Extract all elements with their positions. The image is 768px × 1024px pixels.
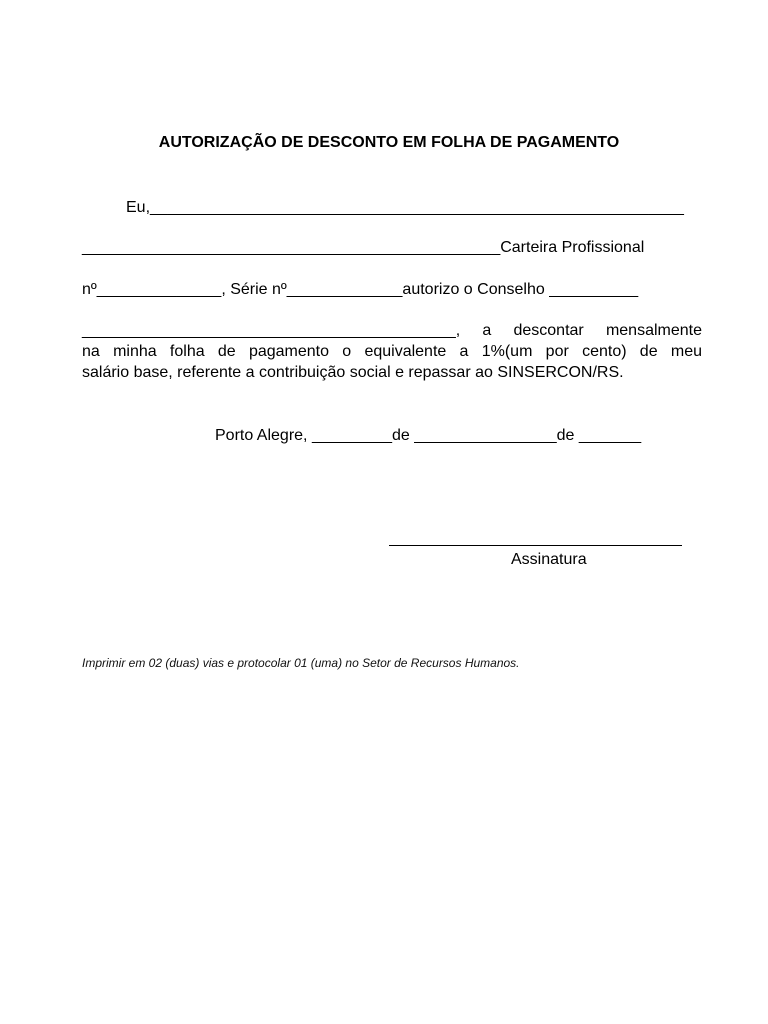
paragraph-row: __________________________________________, a descontar mensalmente — [82, 322, 702, 339]
work-card-line: _______________________________________________Carteira Profissional — [82, 239, 645, 256]
number-series-line: nº______________, Série nº_____________autorizo o Conselho __________ — [82, 281, 639, 298]
paragraph-row: salário base, referente a contribuição social e repassar ao SINSERCON/RS. — [82, 364, 624, 381]
authorization-paragraph — [82, 320, 702, 383]
footnote: Imprimir em 02 (duas) vias e protocolar 01 (uma) no Setor de Recursos Humanos. — [82, 656, 520, 670]
date-line: Porto Alegre, _________de ________________de _______ — [215, 427, 642, 444]
paragraph-row: na minha folha de pagamento o equivalente a 1%(um por cento) de meu — [82, 343, 702, 360]
signature-line — [389, 545, 682, 546]
signature-label: Assinatura — [511, 551, 587, 568]
name-line: Eu,____________________________________________________________ — [126, 199, 684, 216]
document-title: AUTORIZAÇÃO DE DESCONTO EM FOLHA DE PAGAMENTO — [158, 134, 620, 151]
